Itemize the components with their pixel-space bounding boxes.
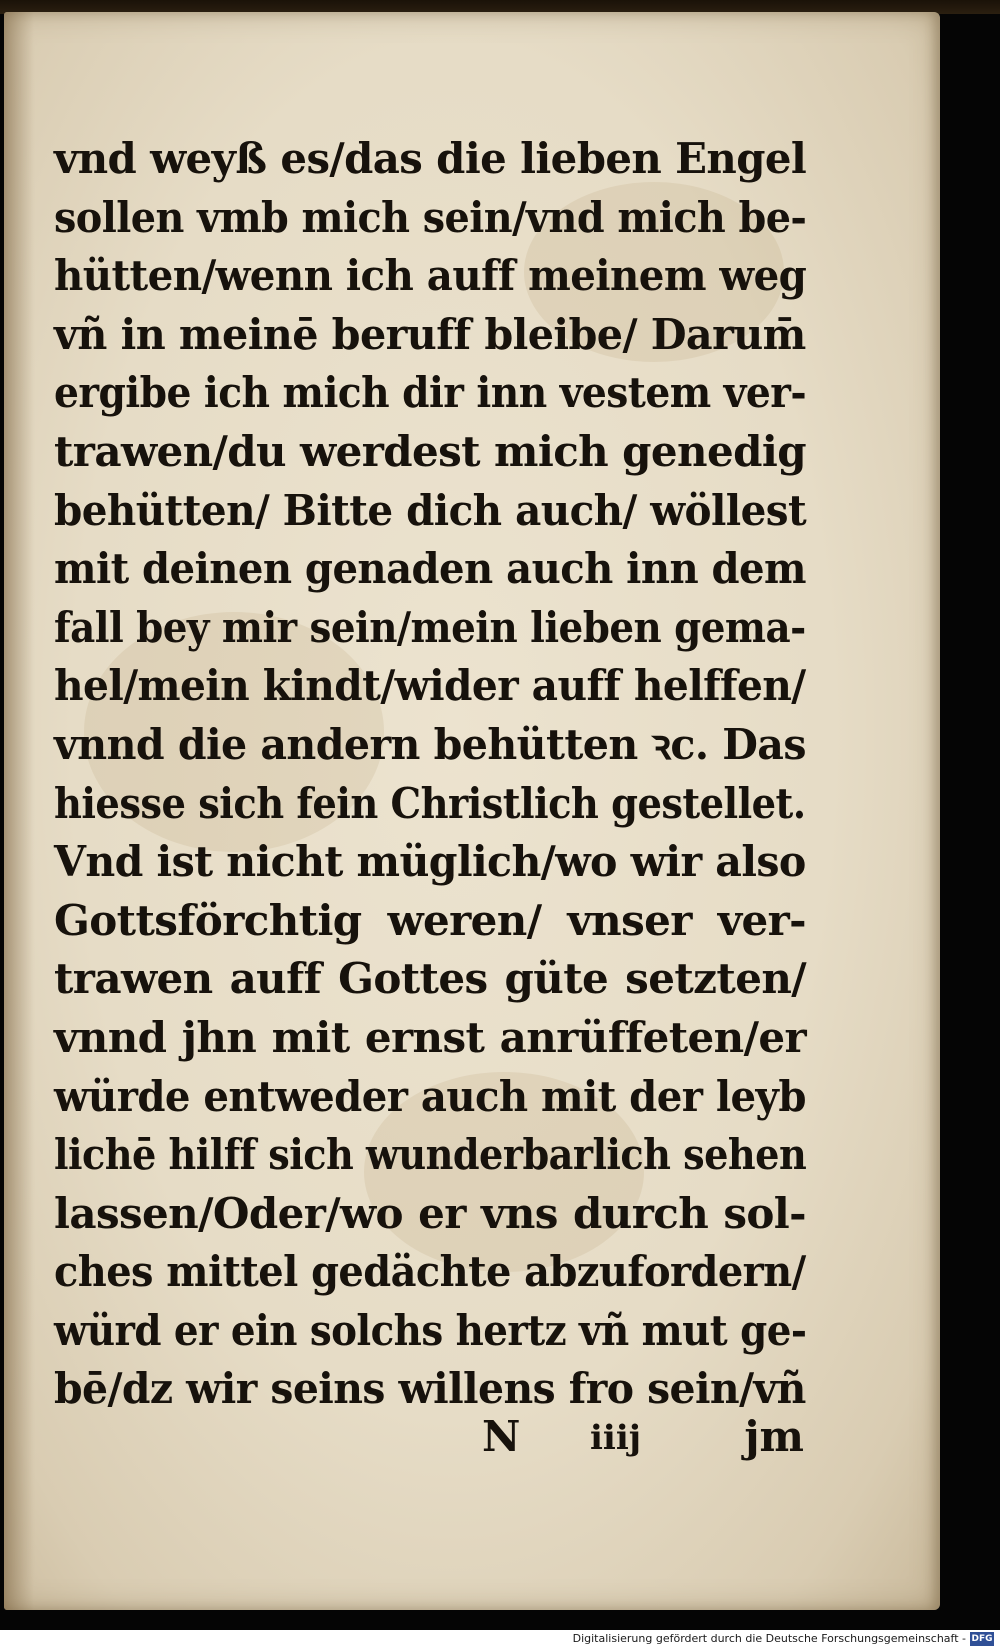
catchword: jm bbox=[744, 1412, 804, 1461]
text-line: ches mittel gedächte abzufordern/ bbox=[54, 1247, 806, 1297]
body-text bbox=[54, 130, 806, 1419]
text-line: würde entweder auch mit der leyb bbox=[54, 1071, 806, 1121]
text-line: fall bey mir sein/mein lieben gema- bbox=[54, 602, 806, 652]
text-line: sollen vmb mich sein/vnd mich be- bbox=[54, 192, 807, 242]
text-line: würd er ein solchs hertz vñ mut ge- bbox=[54, 1305, 807, 1355]
text-line: Gottsförchtig weren/ vnser ver- bbox=[54, 895, 806, 945]
text-line: vnnd die andern behütten ꝛc. Das bbox=[54, 719, 806, 769]
text-line: hütten/wenn ich auff meinem weg bbox=[54, 251, 807, 301]
text-line: Vnd ist nicht müglich/wo wir also bbox=[54, 837, 806, 887]
signature-number: iiij bbox=[590, 1418, 642, 1458]
text-line: mit deinen genaden auch inn dem bbox=[54, 544, 806, 594]
text-line: behütten/ Bitte dich auch/ wöllest bbox=[54, 485, 807, 535]
text-line: lichē hilff sich wunderbarlich sehen bbox=[54, 1130, 807, 1180]
text-line: lassen/Oder/wo er vns durch sol- bbox=[54, 1188, 806, 1238]
dfg-logo: DFG bbox=[971, 1634, 993, 1644]
text-line: vnd weyß es/das die lieben Engel bbox=[54, 134, 807, 183]
signature-mark: N bbox=[482, 1412, 521, 1461]
text-line: trawen/du werdest mich genedig bbox=[54, 426, 806, 476]
text-line: bē/dz wir seins willens fro sein/vñ bbox=[54, 1364, 806, 1414]
text-line: hel/mein kindt/wider auff helffen/ bbox=[54, 661, 806, 711]
footer-bar bbox=[0, 1630, 1000, 1650]
page-binding-shadow bbox=[4, 12, 34, 1610]
text-line: trawen auff Gottes güte setzten/ bbox=[54, 954, 806, 1004]
book-page bbox=[4, 12, 940, 1610]
text-line: vnnd jhn mit ernst anrüffeten/er bbox=[54, 1012, 806, 1062]
text-line: vñ in meinē beruff bleibe/ Darum̄ bbox=[54, 309, 806, 359]
funding-credit: Digitalisierung gefördert durch die Deutsche Forschungsgemeinschaft - bbox=[572, 1632, 966, 1645]
signature-line bbox=[482, 1412, 804, 1472]
text-line: ergibe ich mich dir inn vestem ver- bbox=[54, 368, 807, 418]
text-line: hiesse sich fein Christlich gestellet. bbox=[54, 778, 806, 828]
